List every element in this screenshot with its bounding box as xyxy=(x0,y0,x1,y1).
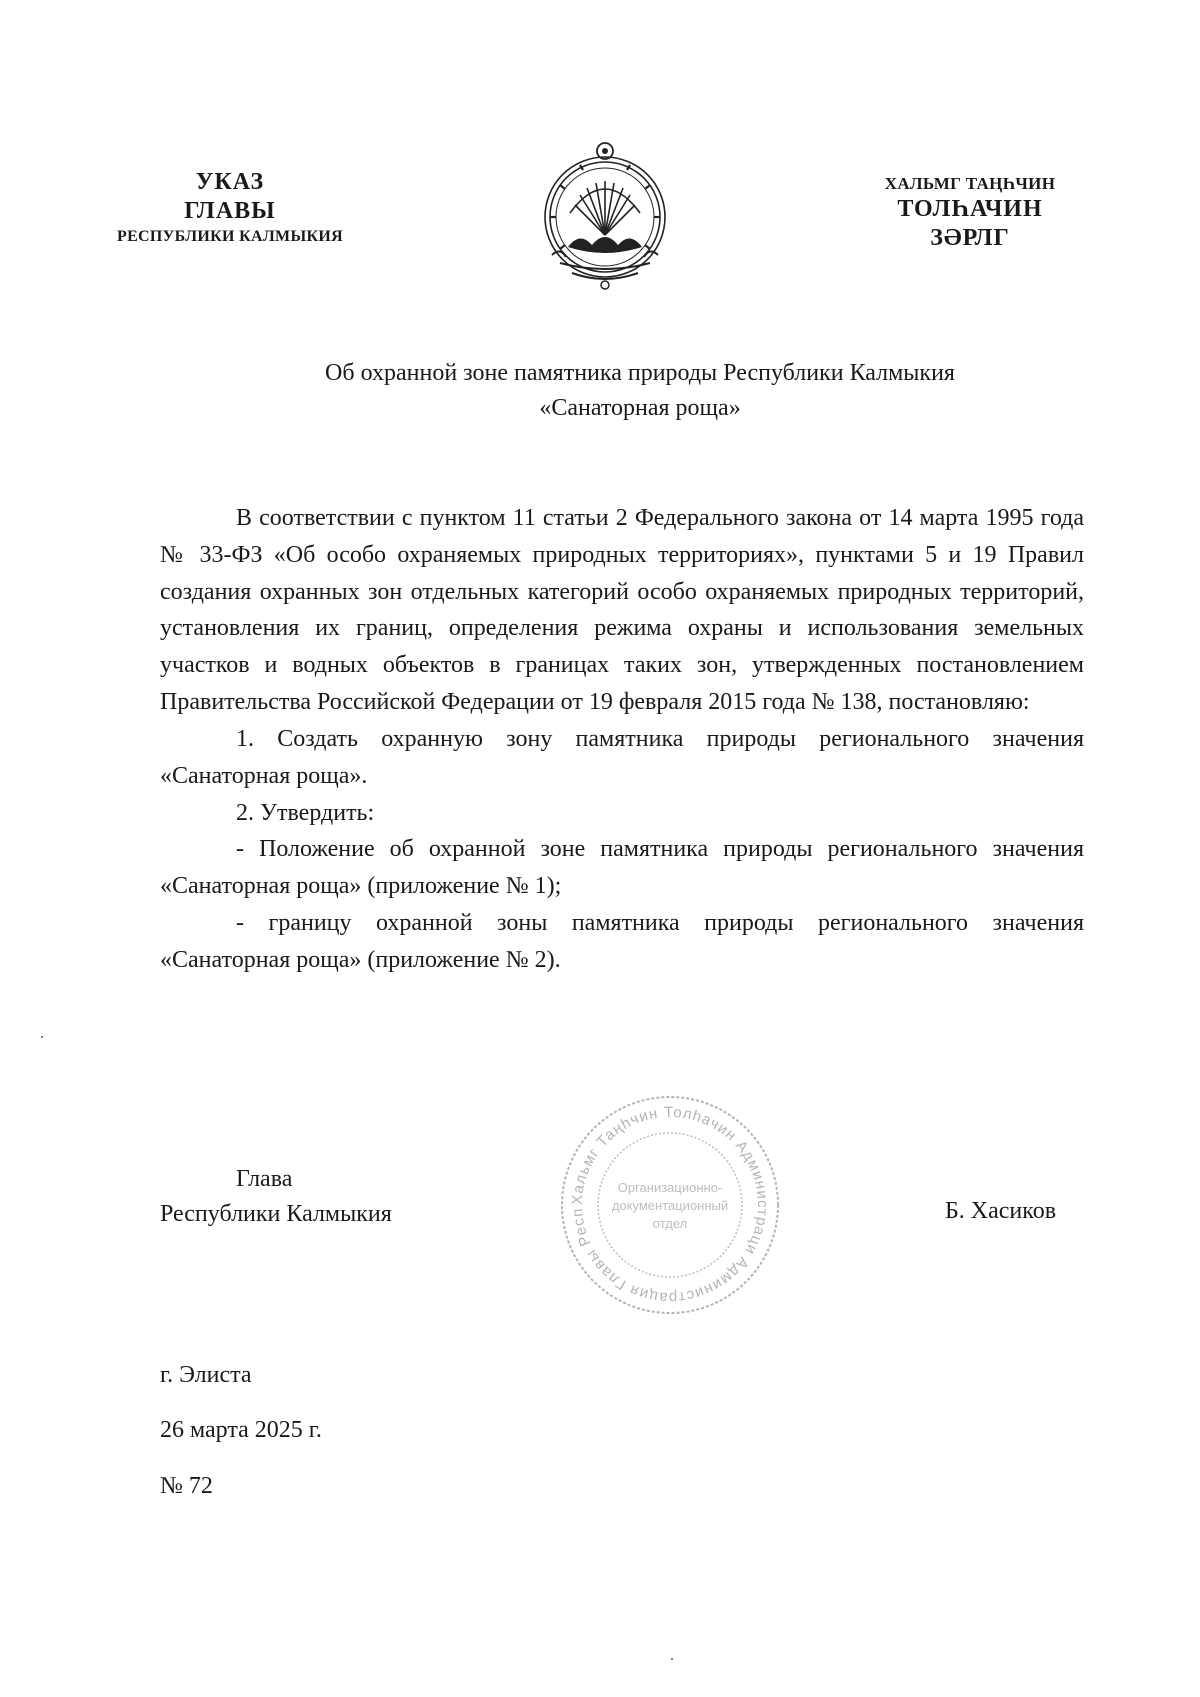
stamp-inner-line1: Организационно- xyxy=(617,1180,723,1195)
signatory-name: Б. Хасиков xyxy=(945,1198,1057,1224)
body-paragraph-approve-boundary: - границу охранной зоны памятника природы регионального значения «Санаторная роща» (приложение № 2). xyxy=(160,910,1084,973)
header-left-line1: УКАЗ xyxy=(195,169,265,195)
body-paragraph-approve-regulation: - Положение об охранной зоне памятника природы регионального значения «Санаторная роща» (приложение № 1); xyxy=(160,836,1084,900)
header-right xyxy=(840,174,1100,253)
header-right-line2: ТОЛҺАЧИН xyxy=(897,195,1043,222)
stamp-inner-line3: отдел xyxy=(652,1216,688,1231)
body-paragraph-item2: 2. Утвердить: xyxy=(236,799,375,826)
scan-speck xyxy=(41,1036,43,1038)
body-paragraph-preamble: В соответствии с пунктом 11 статьи 2 Федерального закона от 14 марта 1995 года № 33-ФЗ «Об особо охраняемых природных территориях», пунктами 5 и 19 Правил создания охранных зон отдельных категорий особо охраняемых природных территорий, установления их границ, определения режима охраны и использования земельных участков и водных объектов в границах таких зон, утвержденных постановлением Правительства Российской Федерации от 19 февраля 2015 года № 138, постановляю: xyxy=(160,505,1084,716)
document-title xyxy=(240,356,1040,426)
document-body xyxy=(160,500,1084,979)
stamp-inner-line2: документационный xyxy=(611,1198,729,1213)
signatory-position-line1: Глава xyxy=(236,1166,293,1192)
signatory-position-line2: Республики Калмыкия xyxy=(160,1200,392,1227)
official-stamp-icon xyxy=(555,1090,785,1320)
body-paragraph-item1: 1. Создать охранную зону памятника природы регионального значения «Санаторная роща». xyxy=(160,725,1084,789)
header-right-line3: ЗӘРЛГ xyxy=(930,225,1010,251)
header-left-line2: ГЛАВЫ xyxy=(184,198,276,225)
title-line1: Об охранной зоне памятника природы Республики Калмыкия xyxy=(325,360,955,386)
header-left-line3: РЕСПУБЛИКИ КАЛМЫКИЯ xyxy=(117,227,343,245)
header-right-line1: ХАЛЬМГ ТАҢҺЧИН xyxy=(884,174,1056,193)
stamp-outer-text: Хальмг Таңһчин Толһачин Администраци Администрация Главы Респ xyxy=(568,1103,772,1307)
header-left xyxy=(80,168,380,246)
issue-date: 26 марта 2025 г. xyxy=(160,1417,322,1443)
signatory-position xyxy=(160,1162,392,1232)
title-line2: «Санаторная роща» xyxy=(539,394,741,421)
coat-of-arms-icon xyxy=(530,135,680,295)
decree-number: № 72 xyxy=(160,1473,213,1499)
issue-city: г. Элиста xyxy=(160,1362,252,1388)
scan-speck xyxy=(671,1658,673,1660)
